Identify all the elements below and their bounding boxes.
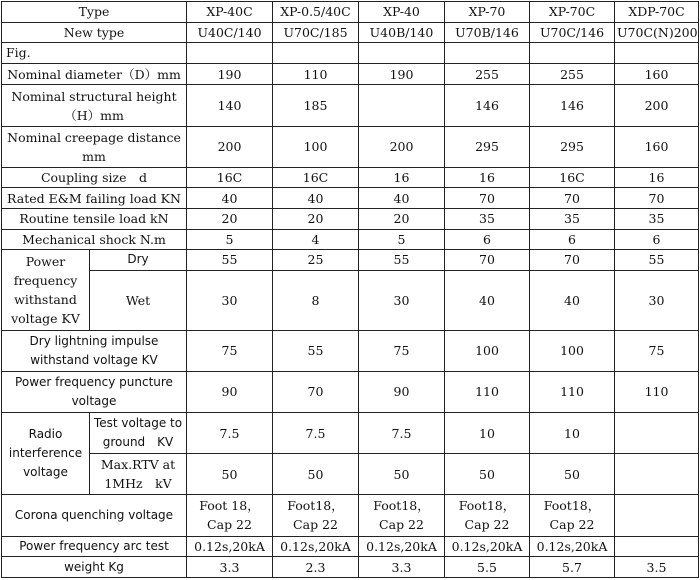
pf-puncture-label: Power frequency puncture voltage: [2, 371, 187, 412]
radio-test-value: 10: [445, 412, 530, 453]
creepage-distance-value: 295: [530, 126, 615, 167]
type-label: Type: [2, 2, 187, 23]
corona-row: [2, 495, 699, 536]
corona-value: Foot 18，Cap 22: [187, 495, 273, 536]
structural-height-label: Nominal structural height（H）mm: [2, 85, 187, 126]
nominal-diameter-value: 190: [359, 63, 445, 85]
type-value: XP-40C: [187, 2, 273, 23]
type-value: XP-70C: [530, 2, 615, 23]
routine-tensile-row: [2, 209, 699, 230]
coupling-size-value: 16C: [187, 167, 273, 188]
type-value: XP-40: [359, 2, 445, 23]
arc-test-value: 0.12s,20kA: [273, 536, 359, 557]
type-value: XP-70: [445, 2, 530, 23]
pf-wet-value: 40: [445, 270, 530, 330]
coupling-size-value: 16: [359, 167, 445, 188]
pf-puncture-value: 110: [530, 371, 615, 412]
corona-value: Foot18，Cap 22: [359, 495, 445, 536]
corona-value: Foot18，Cap 22: [445, 495, 530, 536]
type-value: XDP-70C: [615, 2, 699, 23]
creepage-distance-label: Nominal creepage distance mm: [2, 126, 187, 167]
fig-cell: [273, 43, 359, 64]
pf-puncture-row: [2, 371, 699, 412]
weight-value: 5.5: [445, 557, 530, 578]
pf-dry-value: 70: [445, 250, 530, 271]
new-type-value: U40C/140: [187, 22, 273, 43]
radio-test-value: 7.5: [273, 412, 359, 453]
arc-test-row: [2, 536, 699, 557]
nominal-diameter-label: Nominal diameter（D）mm: [2, 63, 187, 85]
structural-height-value: 200: [615, 85, 699, 126]
lightning-impulse-value: 75: [615, 330, 699, 371]
pf-puncture-value: 90: [187, 371, 273, 412]
new-type-value: U40B/140: [359, 22, 445, 43]
creepage-distance-value: 100: [273, 126, 359, 167]
coupling-size-label: Coupling size d: [2, 167, 187, 188]
arc-test-value: 0.12s,20kA: [530, 536, 615, 557]
fig-cell: [445, 43, 530, 64]
creepage-distance-value: 160: [615, 126, 699, 167]
weight-value: 3.3: [359, 557, 445, 578]
lightning-impulse-label: Dry lightning impulse withstand voltage KV: [2, 330, 187, 371]
failing-load-value: 40: [273, 188, 359, 209]
routine-tensile-value: 35: [615, 209, 699, 230]
nominal-diameter-value: 190: [187, 63, 273, 85]
pf-dry-value: 70: [530, 250, 615, 271]
nominal-diameter-value: 255: [530, 63, 615, 85]
radio-interference-label: Radio interference voltage: [2, 412, 90, 494]
weight-label: weight Kg: [2, 557, 187, 578]
structural-height-value: [359, 85, 445, 126]
pf-wet-value: 30: [187, 270, 273, 330]
coupling-size-value: 16C: [530, 167, 615, 188]
pf-wet-value: 30: [615, 270, 699, 330]
pf-dry-value: 25: [273, 250, 359, 271]
radio-rtv-value: 50: [359, 454, 445, 495]
radio-rtv-value: 50: [187, 454, 273, 495]
arc-test-value: [615, 536, 699, 557]
coupling-size-value: 16C: [273, 167, 359, 188]
pf-dry-row: [2, 250, 699, 271]
fig-cell: [615, 43, 699, 64]
pf-withstand-label: Power frequency withstand voltage KV: [2, 250, 90, 330]
pf-dry-label: Dry: [90, 250, 187, 271]
new-type-value: U70C(N)200: [615, 22, 699, 43]
pf-wet-label: Wet: [90, 270, 187, 330]
pf-wet-value: 8: [273, 270, 359, 330]
nominal-diameter-value: 160: [615, 63, 699, 85]
mechanical-shock-row: [2, 229, 699, 250]
radio-test-label: Test voltage to ground KV: [90, 412, 187, 453]
routine-tensile-value: 20: [359, 209, 445, 230]
creepage-distance-row: [2, 126, 699, 167]
lightning-impulse-value: 75: [359, 330, 445, 371]
corona-label: Corona quenching voltage: [2, 495, 187, 536]
coupling-size-row: [2, 167, 699, 188]
mechanical-shock-value: 6: [530, 229, 615, 250]
radio-rtv-value: 50: [445, 454, 530, 495]
radio-test-value: 10: [530, 412, 615, 453]
failing-load-label: Rated E&M failing load KN: [2, 188, 187, 209]
radio-test-value: 7.5: [359, 412, 445, 453]
structural-height-value: 140: [187, 85, 273, 126]
routine-tensile-value: 20: [187, 209, 273, 230]
nominal-diameter-row: [2, 63, 699, 85]
structural-height-value: 146: [530, 85, 615, 126]
corona-value: [615, 495, 699, 536]
lightning-impulse-row: [2, 330, 699, 371]
mechanical-shock-value: 4: [273, 229, 359, 250]
mechanical-shock-label: Mechanical shock N.m: [2, 229, 187, 250]
pf-puncture-value: 110: [615, 371, 699, 412]
fig-row: [2, 43, 699, 64]
nominal-diameter-value: 110: [273, 63, 359, 85]
coupling-size-value: 16: [615, 167, 699, 188]
failing-load-value: 70: [530, 188, 615, 209]
lightning-impulse-value: 100: [445, 330, 530, 371]
type-row: [2, 2, 699, 23]
creepage-distance-value: 200: [359, 126, 445, 167]
pf-dry-value: 55: [359, 250, 445, 271]
structural-height-value: 146: [445, 85, 530, 126]
lightning-impulse-value: 100: [530, 330, 615, 371]
routine-tensile-value: 20: [273, 209, 359, 230]
weight-value: 3.5: [615, 557, 699, 578]
weight-value: 3.3: [187, 557, 273, 578]
radio-test-value: [615, 412, 699, 453]
fig-label: Fig.: [2, 43, 187, 64]
corona-value: Foot18，Cap 22: [530, 495, 615, 536]
new-type-row: [2, 22, 699, 43]
structural-height-value: 185: [273, 85, 359, 126]
radio-rtv-value: 50: [273, 454, 359, 495]
routine-tensile-value: 35: [530, 209, 615, 230]
routine-tensile-label: Routine tensile load kN: [2, 209, 187, 230]
arc-test-label: Power frequency arc test: [2, 536, 187, 557]
mechanical-shock-value: 5: [359, 229, 445, 250]
pf-dry-value: 55: [187, 250, 273, 271]
pf-wet-row: [2, 270, 699, 330]
failing-load-value: 70: [615, 188, 699, 209]
weight-row: [2, 557, 699, 578]
pf-wet-value: 40: [530, 270, 615, 330]
insulator-spec-table: [1, 1, 699, 578]
mechanical-shock-value: 6: [615, 229, 699, 250]
fig-cell: [359, 43, 445, 64]
creepage-distance-value: 295: [445, 126, 530, 167]
new-type-value: U70C/185: [273, 22, 359, 43]
arc-test-value: 0.12s,20kA: [445, 536, 530, 557]
mechanical-shock-value: 6: [445, 229, 530, 250]
pf-wet-value: 30: [359, 270, 445, 330]
radio-rtv-value: [615, 454, 699, 495]
type-value: XP-0.5/40C: [273, 2, 359, 23]
pf-puncture-value: 90: [359, 371, 445, 412]
pf-puncture-value: 70: [273, 371, 359, 412]
radio-rtv-value: 50: [530, 454, 615, 495]
failing-load-value: 40: [187, 188, 273, 209]
lightning-impulse-value: 55: [273, 330, 359, 371]
structural-height-row: [2, 85, 699, 126]
failing-load-value: 40: [359, 188, 445, 209]
radio-rtv-label: Max.RTV at 1MHz kV: [90, 454, 187, 495]
failing-load-value: 70: [445, 188, 530, 209]
corona-value: Foot18，Cap 22: [273, 495, 359, 536]
new-type-value: U70B/146: [445, 22, 530, 43]
lightning-impulse-value: 75: [187, 330, 273, 371]
creepage-distance-value: 200: [187, 126, 273, 167]
radio-rtv-row: [2, 454, 699, 495]
failing-load-row: [2, 188, 699, 209]
mechanical-shock-value: 5: [187, 229, 273, 250]
fig-cell: [187, 43, 273, 64]
radio-test-row: [2, 412, 699, 453]
new-type-value: U70C/146: [530, 22, 615, 43]
pf-puncture-value: 110: [445, 371, 530, 412]
weight-value: 2.3: [273, 557, 359, 578]
arc-test-value: 0.12s,20kA: [359, 536, 445, 557]
pf-dry-value: 55: [615, 250, 699, 271]
routine-tensile-value: 35: [445, 209, 530, 230]
coupling-size-value: 16: [445, 167, 530, 188]
nominal-diameter-value: 255: [445, 63, 530, 85]
weight-value: 5.7: [530, 557, 615, 578]
arc-test-value: 0.12s,20kA: [187, 536, 273, 557]
radio-test-value: 7.5: [187, 412, 273, 453]
fig-cell: [530, 43, 615, 64]
new-type-label: New type: [2, 22, 187, 43]
